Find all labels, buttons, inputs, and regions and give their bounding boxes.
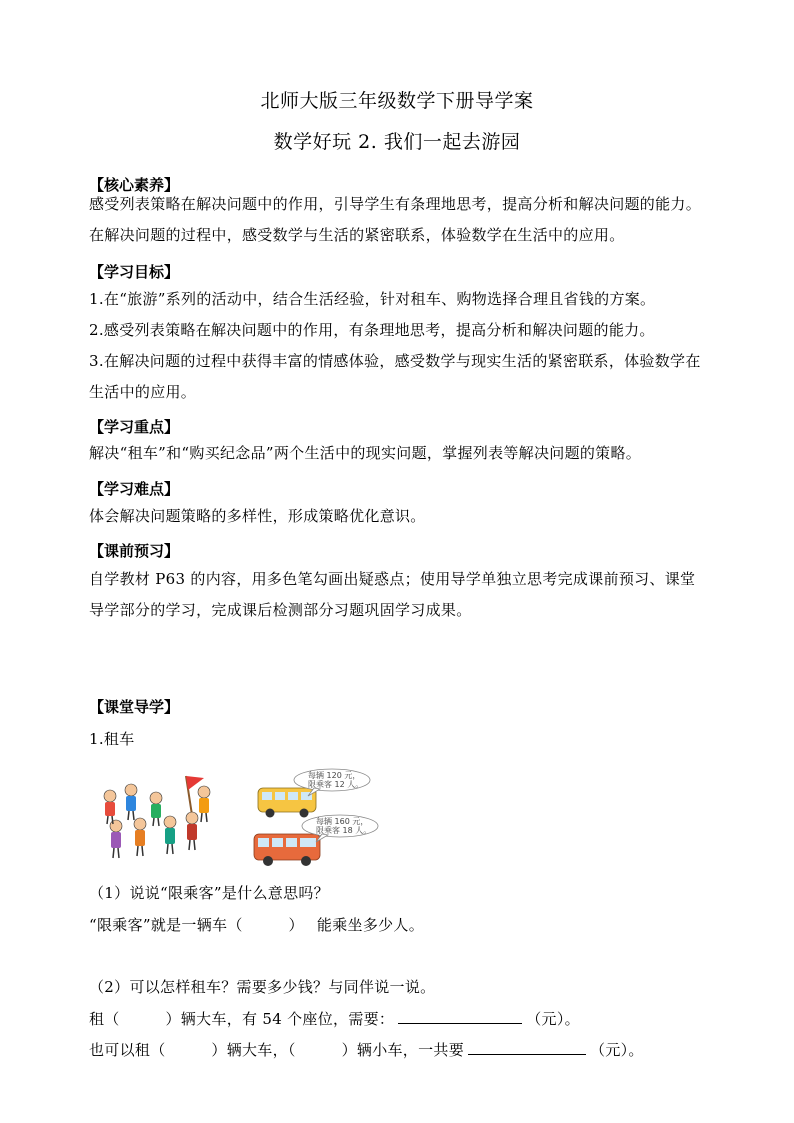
big-bus-image	[254, 834, 320, 866]
question-1-answer-part-a: “限乘客”就是一辆车（ ）	[89, 916, 304, 934]
focus-header: 【学习重点】	[89, 418, 180, 436]
focus-text: 解决“租车”和“购买纪念品”两个生活中的现实问题，掌握列表等解决问题的策略。	[89, 444, 642, 462]
rent-option-1	[89, 1008, 580, 1029]
bubble-big-line1: 每辆 160 元，	[316, 817, 369, 826]
rent-car-illustration	[96, 768, 386, 872]
rent-option-2-text: 也可以租（ ）辆大车，（ ）辆小车，一共要	[89, 1041, 465, 1059]
core-literacy-header: 【核心素养】	[89, 176, 180, 194]
rent-option-2	[89, 1039, 644, 1060]
bubble-big-line2: 限乘客 18 人。	[316, 826, 372, 835]
bubble-small-line2: 限乘客 12 人。	[308, 780, 364, 789]
difficulty-header: 【学习难点】	[89, 480, 180, 498]
doc-subtitle: 数学好玩 2. 我们一起去游园	[273, 131, 521, 153]
goals-header: 【学习目标】	[89, 263, 180, 281]
question-2: （2）可以怎样租车？需要多少钱？与同伴说一说。	[89, 978, 436, 996]
item-rent-car: 1.租车	[89, 730, 135, 748]
doc-title: 北师大版三年级数学下册导学案	[260, 90, 534, 112]
answer-blank-2[interactable]	[468, 1039, 586, 1055]
bubble-small-line1: 每辆 120 元，	[308, 771, 361, 780]
rent-option-1-text: 租（ ）辆大车，有 54 个座位，需要：	[89, 1010, 395, 1028]
goal-item-1: 1.在“旅游”系列的活动中，结合生活经验，针对租车、购物选择合理且省钱的方案。	[89, 290, 656, 308]
answer-blank-1[interactable]	[398, 1008, 522, 1024]
rent-option-1-unit: （元）。	[526, 1010, 580, 1028]
preview-text: 自学教材 P63 的内容，用多色笔勾画出疑惑点；使用导学单独立思考完成课前预习、课堂导学部分的学习，完成课后检测部分习题巩固学习成果。	[89, 570, 696, 619]
question-1-answer-part-b: 能乘坐多少人。	[316, 916, 425, 934]
goal-item-3: 3.在解决问题的过程中获得丰富的情感体验，感受数学与现实生活的紧密联系，体验数学在生活中的应用。	[89, 352, 701, 401]
core-literacy-text: 感受列表策略在解决问题中的作用，引导学生有条理地思考，提高分析和解决问题的能力。在解决问题的过程中，感受数学与生活的紧密联系，体验数学在生活中的应用。	[89, 195, 702, 244]
classroom-guide-header: 【课堂导学】	[89, 698, 180, 716]
preview-header: 【课前预习】	[89, 542, 180, 560]
goal-item-2: 2.感受列表策略在解决问题中的作用，有条理地思考，提高分析和解决问题的能力。	[89, 321, 655, 339]
difficulty-text: 体会解决问题策略的多样性，形成策略优化意识。	[89, 507, 426, 525]
question-1-answer	[89, 914, 424, 935]
children-group-image	[104, 776, 210, 858]
small-bus-image	[258, 788, 316, 818]
rent-option-2-unit: （元）。	[590, 1041, 644, 1059]
question-1: （1）说说“限乘客”是什么意思吗？	[89, 884, 329, 902]
